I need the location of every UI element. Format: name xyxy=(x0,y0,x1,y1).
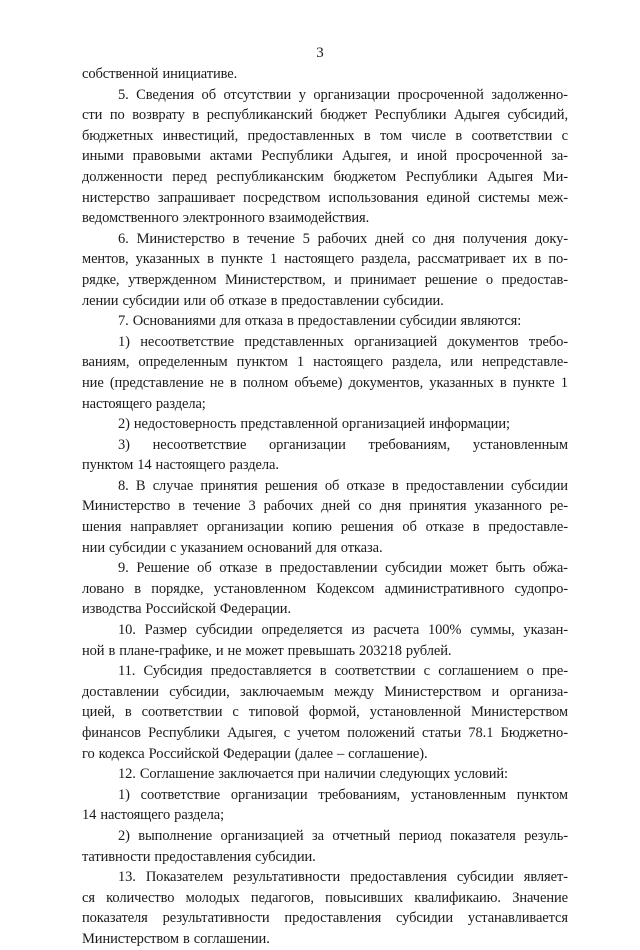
text-line: Министерством в соглашении. xyxy=(82,930,270,947)
text-line: Министерство в течение 3 рабочих дней со дня принятия указанного ре- xyxy=(82,498,568,515)
text-line: рядке, утвержденном Министерством, и принимает решение о предостав- xyxy=(82,271,568,288)
text-line: настоящего раздела; xyxy=(82,395,206,412)
text-line: нии субсидии с указанием оснований для отказа. xyxy=(82,539,383,556)
text-line: 7. Основаниями для отказа в предоставлении субсидии являются: xyxy=(118,313,522,330)
text-line: 14 настоящего раздела; xyxy=(82,807,225,824)
text-line: ся количество молодых педагогов, повысивших квалификаию. Значение xyxy=(82,889,568,906)
text-line: 6. Министерство в течение 5 рабочих дней со дня получения доку- xyxy=(118,230,568,247)
text-line: ментов, указанных в пункте 1 настоящего раздела, рассматривает их в по- xyxy=(82,251,568,268)
text-line: шения направляет организации копию решения об отказе в предоставле- xyxy=(82,519,568,536)
text-line: изводства Российской Федерации. xyxy=(82,601,291,618)
text-line: лении субсидии или об отказе в предоставлении субсидии. xyxy=(82,292,444,309)
text-line: 3) несоответствие организации требованиям, установленным xyxy=(118,436,568,453)
text-line: показателя результативности предоставления субсидии устанавливается xyxy=(82,910,568,927)
text-line: пунктом 14 настоящего раздела. xyxy=(82,457,279,474)
text-line: ловано в порядке, установленном Кодексом административного судопро- xyxy=(82,580,568,597)
text-line: сти по возврату в республиканский бюджет Республики Адыгея субсидий, xyxy=(82,107,568,124)
text-line: ведомственного электронного взаимодействия. xyxy=(82,210,370,227)
text-line: собственной инициативе. xyxy=(82,66,238,82)
text-line: 1) несоответствие представленных организацией документов требо- xyxy=(118,333,568,350)
text-line: го кодекса Российской Федерации (далее – соглашение). xyxy=(82,745,428,762)
text-line: тативности предоставления субсидии. xyxy=(82,848,316,865)
text-line: 11. Субсидия предоставляется в соответствии с соглашением о пре- xyxy=(118,663,568,680)
text-line: 9. Решение об отказе в предоставлении субсидии может быть обжа- xyxy=(118,560,568,577)
text-line: цией, в соответствии с типовой формой, установленной Министерством xyxy=(82,704,568,721)
text-line: 12. Соглашение заключается при наличии следующих условий: xyxy=(118,766,508,783)
text-line: 2) выполнение организацией за отчетный период показателя резуль- xyxy=(118,827,568,844)
text-line: 5. Сведения об отсутствии у организации просроченной задолженно- xyxy=(118,86,568,103)
text-line: бюджетных инвестиций, предоставленных в том числе в соответствии с xyxy=(82,127,568,144)
text-line: финансов Республики Адыгея, с учетом положений статьи 78.1 Бюджетно- xyxy=(82,725,568,741)
text-line: иными правовыми актами Республики Адыгея, и иной просроченной за- xyxy=(82,148,568,165)
text-line: 10. Размер субсидии определяется из расчета 100% суммы, указан- xyxy=(118,622,568,639)
text-line: 1) соответствие организации требованиям, установленным пунктом xyxy=(118,786,568,803)
text-line: ние (представление не в полном объеме) документов, указанных в пункте 1 xyxy=(82,374,568,391)
text-line: нистерство запрашивает посредством использования единой системы меж- xyxy=(82,189,568,206)
text-line: долженности перед республиканским бюджетом Республики Адыгея Ми- xyxy=(82,168,568,185)
page-number: 3 xyxy=(316,45,324,61)
text-line: 13. Показателем результативности предоставления субсидии являет- xyxy=(118,869,568,886)
text-line: ваниям, определенным пунктом 1 настоящего раздела, или непредставле- xyxy=(82,354,568,371)
text-line: доставлении субсидии, заключаемым между Министерством и организа- xyxy=(82,683,568,700)
text-line: 8. В случае принятия решения об отказе в предоставлении субсидии xyxy=(118,477,568,494)
text-line: 2) недостоверность представленной организацией информации; xyxy=(118,416,510,433)
document-body xyxy=(82,64,568,950)
text-line: ной в плане-графике, и не может превышать 203218 рублей. xyxy=(82,642,452,659)
